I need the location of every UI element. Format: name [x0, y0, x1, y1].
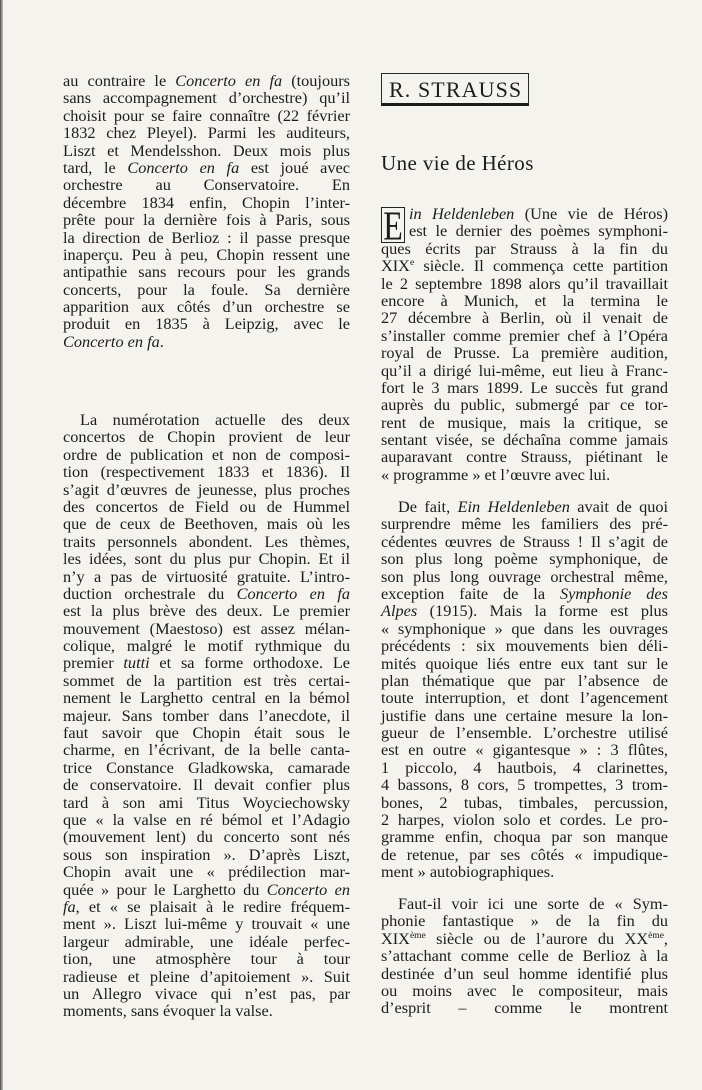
- text-line: d’esprit – comme le montrent: [381, 998, 668, 1018]
- text-line: tard à son ami Titus Woyciechowsky: [63, 792, 350, 812]
- text-line: que « la valse en ré bémol et l’Adagio: [63, 809, 350, 829]
- text-line: [381, 498, 668, 515]
- text-line: gramme enfin, choqua par son manque: [381, 827, 668, 847]
- text-line: de conservatoire. Il devait confier plus: [63, 775, 350, 795]
- text-run: (toujours: [282, 71, 350, 90]
- italic-work-title: Symphonie des: [559, 583, 668, 603]
- text-line: tion (respectivement 1833 et 1836). Il: [63, 462, 350, 482]
- text-run: ,: [663, 928, 668, 948]
- text-line: auprès du public, submergé par ce tor-: [381, 395, 668, 415]
- italic-work-title: Concerto en fa: [175, 71, 283, 90]
- italic-work-title: Concerto en fa: [63, 331, 160, 351]
- text-run: au contraire le: [63, 71, 176, 90]
- text-line: La numérotation actuelle des deux: [80, 410, 350, 429]
- text-line: que de ceux de Beethoven, mais où les: [63, 514, 350, 534]
- text-line: [63, 898, 350, 915]
- text-line: ment » autobiographiques.: [381, 862, 555, 882]
- text-line: charme, en l’écrivant, de la belle canta-: [63, 740, 350, 760]
- text-line: « programme » et l’œuvre avec lui.: [381, 464, 611, 484]
- text-line: orchestre au Conservatoire. En: [63, 175, 350, 195]
- composer-heading: R. STRAUSS: [389, 77, 523, 102]
- text-line: justifie dans une certaine mesure la lon-: [381, 705, 668, 725]
- text-line: 27 décembre à Berlin, où il venait de: [381, 308, 668, 328]
- text-line: [381, 930, 668, 947]
- text-line: [63, 72, 350, 89]
- text-line: [63, 881, 350, 898]
- text-line: concertos de Chopin provient de leur: [63, 427, 350, 447]
- paragraph-numerotation: [63, 411, 350, 1020]
- text-line: n’y a pas de virtuosité gratuite. L’intro-: [63, 566, 350, 586]
- text-line: est en outre « gigantesque » : 3 flûtes,: [381, 740, 668, 760]
- text-line: plan thématique que par l’absence de: [381, 670, 668, 690]
- text-line: faut savoir que Chopin était sous le: [63, 723, 350, 743]
- text-line: 1 piccolo, 4 hautbois, 4 clarinettes,: [381, 757, 668, 777]
- text-line: 2 harpes, violon solo et cordes. Le pro-: [381, 810, 668, 830]
- text-line: [381, 602, 668, 619]
- text-line: les idées, sont du plus pur Chopin. Et il: [63, 549, 350, 569]
- text-run: (Une vie de Héros): [514, 204, 668, 223]
- text-line: sous son inspiration ». D’après Liszt,: [63, 844, 350, 864]
- text-run: XIX: [381, 256, 410, 276]
- text-line: destinée d’un seul homme identifié plus: [381, 963, 668, 983]
- text-line: antipathie sans recours pour les grands: [63, 262, 350, 282]
- text-run: premier: [63, 653, 124, 673]
- text-line: inaperçu. Peu à peu, Chopin ressent une: [63, 244, 350, 264]
- text-line: phonie fantastique » de la fin du: [381, 911, 668, 931]
- text-line: un Allegro vivace qui n’est pas, par: [63, 983, 350, 1003]
- text-run: siècle. Il commença cette partition: [414, 256, 668, 276]
- italic-work-title: Alpes: [381, 601, 418, 621]
- text-line: décembre 1834 enfin, Chopin l’inter-: [63, 192, 350, 212]
- drop-cap-letter: E: [383, 207, 403, 243]
- text-run: siècle ou de l’aurore du XX: [425, 928, 649, 948]
- text-run: tard, le: [63, 157, 128, 177]
- text-line: royal de Prusse. La première audition,: [381, 343, 668, 363]
- text-line: choisit pour se faire connaître (22 février: [63, 105, 350, 125]
- text-line: sans accompagnement d’orchestre) qu’il: [63, 88, 350, 108]
- italic-work-title: Ein Heldenleben: [457, 497, 570, 516]
- text-line: de retenue, par ses côtés « impudique-: [381, 844, 668, 864]
- italic-work-title: in Heldenleben: [409, 204, 515, 223]
- text-run: quée » pour le Larghetto du: [63, 879, 267, 899]
- text-line: ordre de publication et non de composi-: [63, 444, 350, 464]
- text-line: [381, 205, 668, 222]
- text-line: traits personnels abondent. Les thèmes,: [63, 531, 350, 551]
- text-line: toute interruption, et dont l’agencement: [381, 688, 668, 708]
- scan-edge-shadow: [0, 0, 3, 1090]
- text-line: Liszt et Mendelsshon. Deux mois plus: [63, 140, 350, 160]
- text-line: nement le Larghetto central en la bémol: [63, 688, 350, 708]
- text-line: encore à Munich, et la termina le: [381, 290, 668, 310]
- paragraph-symphonie-fantastique: [381, 895, 668, 1017]
- text-line: des concertos de Field ou de Hummel: [63, 496, 350, 516]
- text-line: 4 bassons, 8 cors, 5 trompettes, 3 trom-: [381, 775, 668, 795]
- text-line: s’attachant comme celle de Berlioz à la: [381, 946, 668, 966]
- text-line: tion, une atmosphère tour à tour: [63, 949, 350, 969]
- text-line: la direction de Berlioz : il passe presque: [63, 227, 350, 247]
- text-line: radieuse et pleine d’apitoiement ». Suit: [63, 966, 350, 986]
- text-line: [63, 159, 350, 176]
- italic-work-title: fa: [63, 896, 76, 916]
- text-line: auparavant contre Strauss, piétinant le: [381, 447, 668, 467]
- text-line: ou moins avec le compositeur, mais: [381, 980, 668, 1000]
- text-line: son plus long poème symphonique, de: [381, 549, 668, 569]
- text-line: son plus long ouvrage orchestral même,: [381, 566, 668, 586]
- text-line: colique, malgré le motif rythmique du: [63, 636, 350, 656]
- text-line: cédentes œuvres de Strauss ! Il s’agit de: [381, 531, 668, 551]
- text-line: qu’il a dirigé lui-même, eut lieu à Franc-: [381, 360, 668, 380]
- text-run: est joué avec: [239, 157, 350, 177]
- superscript: ème: [648, 930, 664, 941]
- text-run: , et « se plaisait à le redire fréquem-: [75, 896, 350, 916]
- superscript: e: [409, 258, 415, 269]
- text-line: Chopin avait une « prédilection mar-: [63, 862, 350, 882]
- text-run: duction orchestrale du: [63, 583, 237, 603]
- italic-work-title: Concerto en fa: [236, 583, 350, 603]
- text-line: rent de musique, mais la critique, se: [381, 412, 668, 432]
- paragraph-heldenleben: [381, 205, 668, 483]
- text-line: s’agit d’œuvres de jeunesse, plus proches: [63, 479, 350, 499]
- superscript: ème: [409, 930, 426, 941]
- text-line: trice Constance Gladkowska, camarade: [63, 757, 350, 777]
- text-line: bones, 2 tubas, timbales, percussion,: [381, 792, 668, 812]
- text-line: concerts, pour la foule. Sa dernière: [63, 279, 350, 299]
- italic-term: tutti: [123, 653, 150, 673]
- text-line: majeur. Sans tomber dans l’anecdote, il: [63, 705, 350, 725]
- composer-heading-box: [381, 73, 529, 106]
- text-line: Faut-il voir ici une sorte de « Sym-: [398, 894, 668, 913]
- text-line: mouvement (Maestoso) est assez mélan-: [63, 618, 350, 638]
- text-line: [381, 585, 668, 602]
- text-run: De fait,: [398, 497, 458, 516]
- text-line: 1832 chez Pleyel). Parmi les auditeurs,: [63, 123, 350, 143]
- text-line: prête pour la dernière fois à Paris, sous: [63, 210, 350, 230]
- text-line: précédents : six mouvements bien déli-: [381, 636, 668, 656]
- italic-work-title: Concerto en: [266, 879, 351, 899]
- text-line: moments, sans évoquer la valse.: [63, 1001, 273, 1021]
- paragraph-de-fait: [381, 498, 668, 881]
- text-line: largeur admirable, une idéale perfec-: [63, 931, 350, 951]
- text-line: est la plus brève des deux. Le premier: [63, 601, 350, 621]
- text-line: [381, 257, 668, 274]
- text-line: apparition aux côtés d’un orchestre se: [63, 297, 350, 317]
- text-line: s’installer comme premier chef à l’Opéra: [381, 325, 668, 345]
- text-line: ment ». Liszt lui-même y trouvait « une: [63, 914, 350, 934]
- text-line: est le dernier des poèmes symphoni-: [409, 221, 668, 241]
- text-run: .: [159, 331, 164, 351]
- text-run: XIX: [381, 928, 410, 948]
- text-line: sentant visée, se déchaîna comme jamais: [381, 430, 668, 450]
- paragraph-concerto-premiere: [63, 72, 350, 350]
- text-line: le 2 septembre 1898 alors qu’il travaillait: [381, 273, 668, 293]
- text-line: produit en 1835 à Leipzig, avec le: [63, 314, 350, 334]
- text-run: exception faite de la: [381, 583, 560, 603]
- text-run: (1915). Mais la forme est plus: [417, 601, 668, 621]
- text-run: avait de quoi: [569, 497, 669, 516]
- text-line: [63, 654, 350, 671]
- text-line: mités quoique liés entre eux tant sur le: [381, 653, 668, 673]
- text-line: [63, 585, 350, 602]
- text-line: surprendre même les familiers des pré-: [381, 514, 668, 534]
- italic-work-title: Concerto en fa: [127, 157, 240, 177]
- text-run: et sa forme orthodoxe. Le: [149, 653, 350, 673]
- text-line: sommet de la partition est très certai-: [63, 670, 350, 690]
- work-subtitle: Une vie de Héros: [381, 151, 534, 175]
- text-line: fort le 3 mars 1899. Le succès fut grand: [381, 377, 668, 397]
- text-line: ques écrits par Strauss à la fin du: [381, 238, 668, 258]
- text-line: « symphonique » que dans les ouvrages: [381, 618, 668, 638]
- text-line: (mouvement lent) du concerto sont nés: [63, 827, 350, 847]
- text-line: gueur de l’ensemble. L’orchestre utilisé: [381, 723, 668, 743]
- text-line: [63, 333, 350, 350]
